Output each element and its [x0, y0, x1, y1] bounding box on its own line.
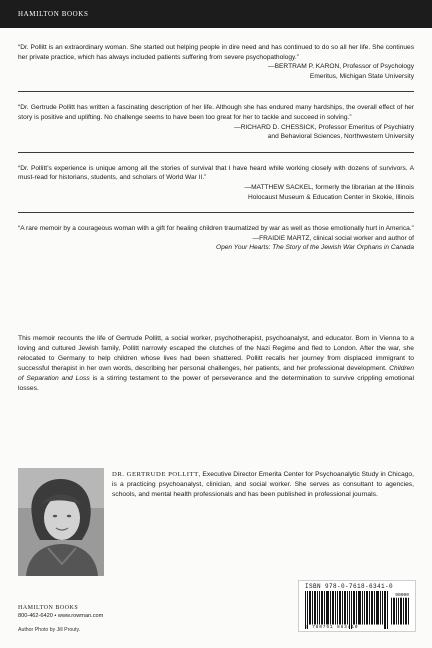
publisher-block	[18, 604, 103, 620]
attribution-line-2: Emeritus, Michigan State University	[309, 72, 414, 80]
endorsement-attribution	[18, 123, 414, 142]
author-bio-text: , Executive Director Emerita Center for Psychoanalytic Study in Chicago, is a practicing psychoanalyst, clinician, and social worker. She serves as consultant to agencies, schools, and mental health professionals and has been published in professional journals.	[112, 471, 414, 498]
summary-text: This memoir recounts the life of Gertrude Pollitt, a social worker, psychotherapist, psychoanalyst, and educator. Born in Vienna to a loving and cultured Jewish family, Pollitt narrowly escaped the clutches of the Nazi Regime and fled to London. After the war, she relocated to Germany to help children whose lives had been shattered. Pollitt recalls her journey from displaced immigrant to successful therapist in her own words, describing her personal challenges, her patients, and her professional development.	[18, 335, 414, 372]
divider	[18, 212, 414, 213]
attribution-line-1: —BERTRAM P. KARON, Professor of Psychology	[268, 63, 414, 71]
author-bio	[112, 470, 414, 500]
endorsement-attribution	[18, 62, 414, 81]
attribution-line-2: and Behavioral Sciences, Northwestern University	[267, 133, 414, 141]
author-photo	[18, 468, 104, 576]
endorsement-2	[18, 103, 414, 141]
book-summary	[18, 334, 414, 394]
endorsement-attribution	[18, 234, 414, 253]
attribution-line-1: —FRAIDIE MARTZ, clinical social worker and author of	[252, 234, 414, 242]
endorsements	[18, 43, 414, 263]
publisher-contact: 800-462-6420 • www.rowman.com	[18, 613, 104, 619]
attribution-line-1: —MATTHEW SACKEL, formerly the librarian at the Illinois	[244, 183, 414, 191]
summary-tail: is a stirring testament to the power of perseverance and the determination to survive crippling emotional losses.	[18, 375, 414, 392]
attribution-line-2: Holocaust Museum & Education Center in Skokie, Illinois	[247, 193, 414, 201]
endorsement-4	[18, 224, 414, 253]
divider	[18, 152, 414, 153]
endorsement-attribution	[18, 183, 414, 202]
endorsement-1	[18, 43, 414, 81]
endorsement-text: “A rare memoir by a courageous woman with a gift for healing children traumatized by war as well as those emotionally hurt in America.”	[18, 225, 414, 233]
attribution-line-2: Open Your Hearts: The Story of the Jewish War Orphans in Canada	[215, 244, 414, 252]
barcode-digits: 9 780761 863410	[305, 625, 359, 630]
author-name: DR. GERTRUDE POLLITT	[112, 471, 199, 478]
photo-credit: Author Photo by Jill Prouty.	[18, 627, 81, 633]
author-portrait-illustration	[18, 468, 104, 576]
price-code: 90000	[395, 593, 409, 598]
publisher-name-bottom: HAMILTON BOOKS	[18, 605, 79, 611]
barcode-area	[298, 580, 416, 632]
endorsement-text: “Dr. Pollitt is an extraordinary woman. She started out helping people in dire need and has continued to do so all her life. She continues her private practice, which has always included patients suffering from severe psychopathology.”	[18, 44, 414, 61]
publisher-name-top: HAMILTON BOOKS	[18, 10, 89, 18]
endorsement-3	[18, 164, 414, 202]
endorsement-text: “Dr. Pollitt’s experience is unique among all the stories of survival that I have heard while working closely with dozens of survivors. A must-read for historians, students, and scholars of World War II.”	[18, 164, 414, 182]
attribution-line-1: —RICHARD D. CHESSICK, Professor Emeritus of Psychiatry	[234, 123, 414, 131]
divider	[18, 91, 414, 92]
endorsement-text: “Dr. Gertrude Pollitt has written a fascinating description of her life. Although she has endured many hardships, the overall effect of her story is positive and uplifting. No challenge seems to have been too great for her to tackle and succeed in solving.”	[18, 104, 414, 121]
isbn-number: ISBN 978-0-7618-6341-0	[305, 583, 394, 590]
summary-book-title: Children of Separation and Loss	[18, 365, 414, 382]
barcode-icon	[305, 591, 409, 629]
